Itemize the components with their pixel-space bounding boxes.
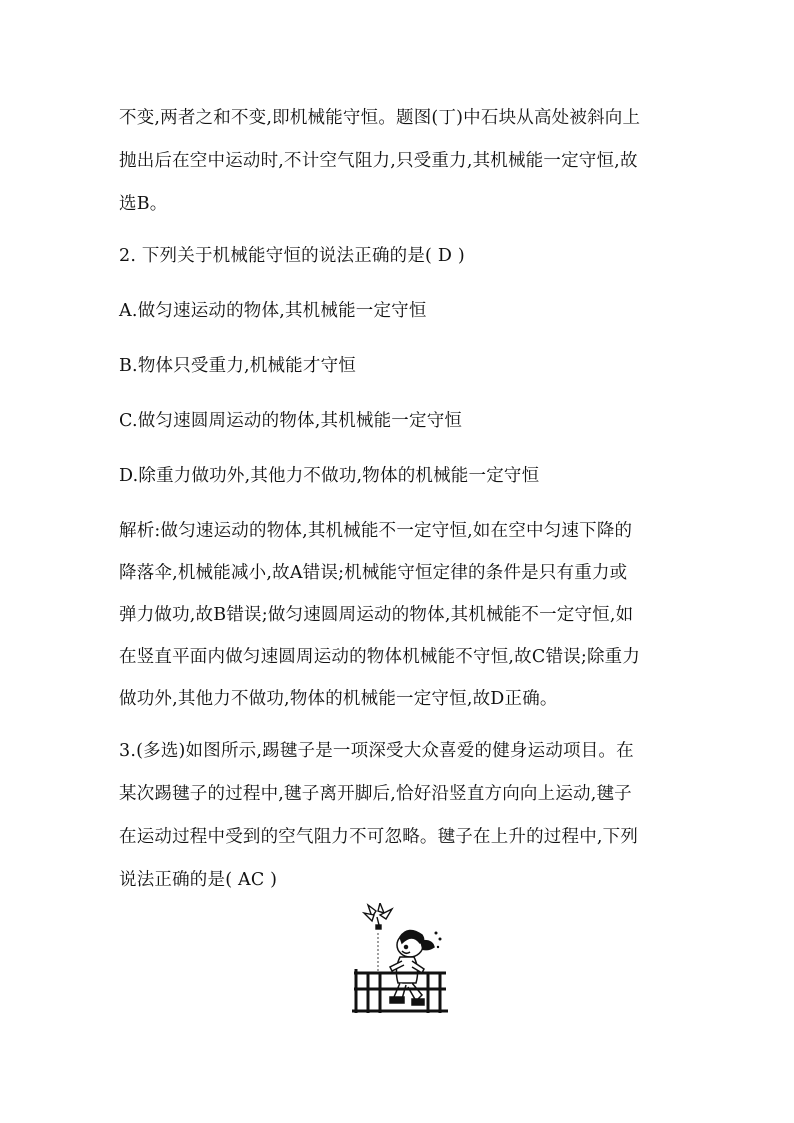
motion-dots xyxy=(435,932,442,949)
prev-explanation-line-2: 抛出后在空中运动时,不计空气阻力,只受重力,其机械能一定守恒,故 xyxy=(119,151,638,171)
shuttlecock xyxy=(364,903,392,929)
question-2-analysis-line-2: 降落伞,机械能减小,故A错误;机械能守恒定律的条件是只有重力或 xyxy=(119,563,628,583)
question-2-option-d: D.除重力做功外,其他力不做功,物体的机械能一定守恒 xyxy=(119,466,540,486)
question-3-line-1: 3.(多选)如图所示,踢毽子是一项深受大众喜爱的健身运动项目。在 xyxy=(119,741,634,761)
question-2-option-b: B.物体只受重力,机械能才守恒 xyxy=(119,356,356,376)
question-2-analysis-line-5: 做功外,其他力不做功,物体的机械能一定守恒,故D正确。 xyxy=(119,689,558,709)
question-2-option-c: C.做匀速圆周运动的物体,其机械能一定守恒 xyxy=(119,411,463,431)
question-2-option-a: A.做匀速运动的物体,其机械能一定守恒 xyxy=(119,301,427,321)
shuttlecock-kicking-illustration xyxy=(350,903,450,1015)
question-2-analysis-line-1: 解析:做匀速运动的物体,其机械能不一定守恒,如在空中匀速下降的 xyxy=(119,521,633,541)
question-2-analysis-line-4: 在竖直平面内做匀速圆周运动的物体机械能不守恒,故C错误;除重力 xyxy=(119,647,641,667)
question-2-stem: 2. 下列关于机械能守恒的说法正确的是( D ) xyxy=(119,246,465,266)
question-2-analysis-line-3: 弹力做功,故B错误;做匀速圆周运动的物体,其机械能不一定守恒,如 xyxy=(119,605,634,625)
prev-explanation-line-3: 选B。 xyxy=(119,194,168,214)
question-3-line-3: 在运动过程中受到的空气阻力不可忽略。毽子在上升的过程中,下列 xyxy=(119,827,639,847)
question-3-line-4: 说法正确的是( AC ) xyxy=(119,870,278,890)
question-3-line-2: 某次踢毽子的过程中,毽子离开脚后,恰好沿竖直方向向上运动,毽子 xyxy=(119,784,632,804)
prev-explanation-line-1: 不变,两者之和不变,即机械能守恒。题图(丁)中石块从高处被斜向上 xyxy=(119,108,641,128)
